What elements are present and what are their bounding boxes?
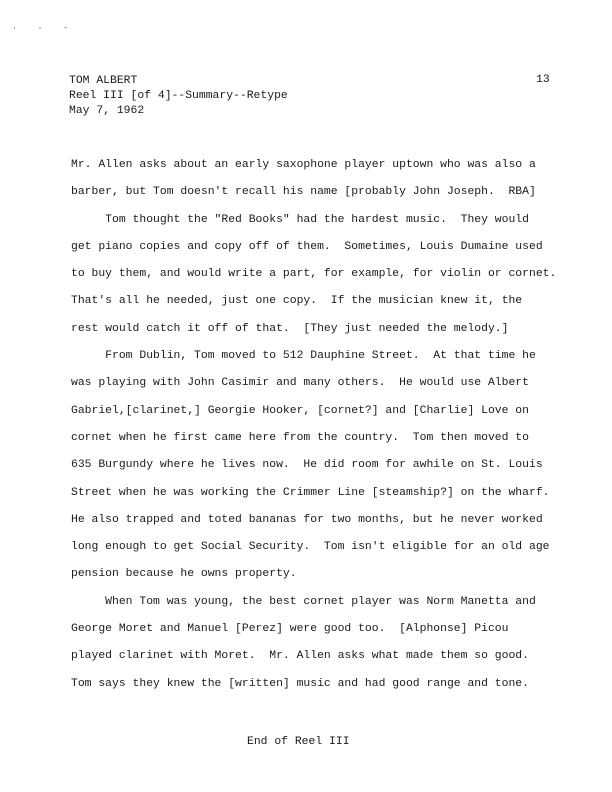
body-line: to buy them, and would write a part, for example, for violin or cornet. [71, 268, 557, 281]
page-number: 13 [536, 74, 550, 86]
end-of-reel-note: End of Reel III [247, 736, 350, 748]
body-line: Tom says they knew the [written] music and had good range and tone. [71, 677, 529, 690]
body-line: 635 Burgundy where he lives now. He did room for awhile on St. Louis [71, 459, 543, 472]
interviewee-name: TOM ALBERT [69, 75, 138, 87]
scan-specks: · · - [12, 24, 77, 33]
body-line: cornet when he first came here from the country. Tom then moved to [71, 431, 529, 444]
summary-body [71, 152, 573, 698]
body-line: He also trapped and toted bananas for two months, but he never worked [71, 513, 543, 526]
body-line: Tom thought the "Red Books" had the hardest music. They would [71, 213, 529, 226]
body-line: played clarinet with Moret. Mr. Allen asks what made them so good. [71, 650, 529, 663]
body-line: From Dublin, Tom moved to 512 Dauphine Street. At that time he [71, 350, 536, 363]
body-line: George Moret and Manuel [Perez] were good too. [Alphonse] Picou [71, 623, 509, 636]
body-line: rest would catch it off of that. [They just needed the melody.] [71, 322, 509, 335]
reel-info: Reel III [of 4]--Summary--Retype [69, 90, 288, 102]
body-line: barber, but Tom doesn't recall his name [probably John Joseph. RBA] [71, 186, 536, 199]
body-line: Gabriel,[clarinet,] Georgie Hooker, [cornet?] and [Charlie] Love on [71, 404, 529, 417]
body-line: was playing with John Casimir and many others. He would use Albert [71, 377, 529, 390]
body-line: Street when he was working the Crimmer Line [steamship?] on the wharf. [71, 486, 550, 499]
body-line: long enough to get Social Security. Tom isn't eligible for an old age [71, 541, 550, 554]
body-line: pension because he owns property. [71, 568, 297, 581]
body-line: get piano copies and copy off of them. Sometimes, Louis Dumaine used [71, 240, 543, 253]
body-line: Mr. Allen asks about an early saxophone player uptown who was also a [71, 159, 536, 171]
body-line: When Tom was young, the best cornet player was Norm Manetta and [71, 595, 536, 608]
body-line: That's all he needed, just one copy. If the musician knew it, the [71, 295, 523, 308]
interview-date: May 7, 1962 [69, 105, 145, 117]
